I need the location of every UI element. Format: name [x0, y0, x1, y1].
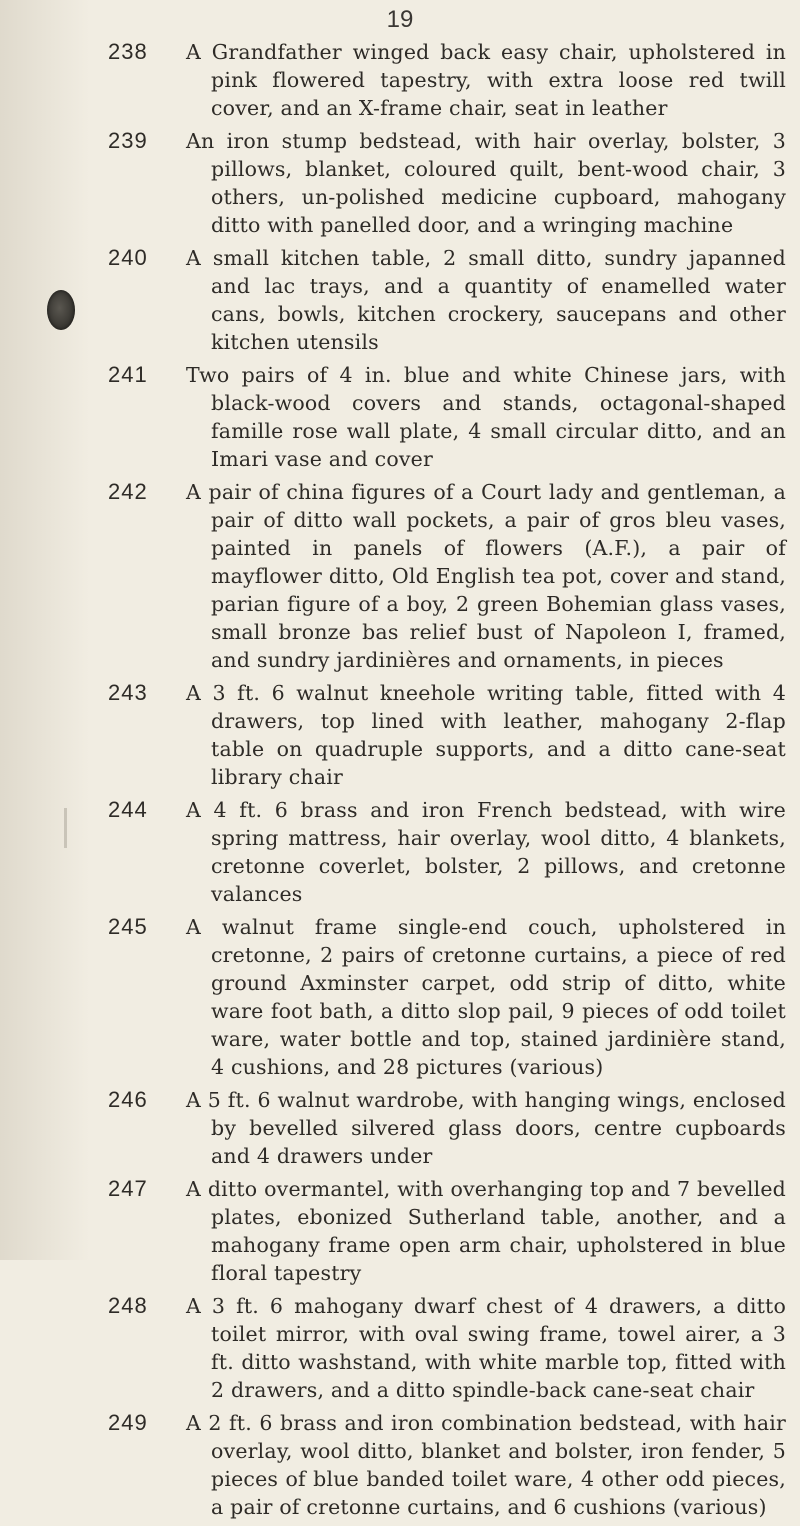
lot-entry — [0, 1292, 800, 1404]
lot-entry — [0, 679, 800, 791]
lot-number: 244 — [108, 797, 148, 822]
lot-entry — [0, 38, 800, 122]
lot-description: A 2 ft. 6 brass and iron combination bedstead, with hair overlay, wool ditto, blanket and bolster, iron fender, 5 pieces of blue banded toilet ware, 4 other odd pieces, a pair of cretonne curtains, and 6 cushions (various) — [186, 1411, 786, 1519]
lot-number: 238 — [108, 39, 148, 64]
lot-number: 247 — [108, 1176, 148, 1201]
lot-number: 241 — [108, 362, 148, 387]
lot-number: 245 — [108, 914, 148, 939]
lot-number: 246 — [108, 1087, 148, 1112]
lot-number: 249 — [108, 1410, 148, 1435]
lot-entry — [0, 1409, 800, 1521]
lot-description: An iron stump bedstead, with hair overlay, bolster, 3 pillows, blanket, coloured quilt, bent-wood chair, 3 others, un-polished medicine cupboard, mahogany ditto with panelled door, and a wringing machine — [186, 129, 786, 237]
lot-entry — [0, 478, 800, 674]
lot-entry — [0, 361, 800, 473]
lot-entry — [0, 796, 800, 908]
lot-description: A 5 ft. 6 walnut wardrobe, with hanging wings, enclosed by bevelled silvered glass doors, centre cupboards and 4 drawers under — [186, 1088, 786, 1168]
lot-number: 239 — [108, 128, 148, 153]
lot-number: 243 — [108, 680, 148, 705]
lot-entry — [0, 244, 800, 356]
lot-description: A Grandfather winged back easy chair, upholstered in pink flowered tapestry, with extra loose red twill cover, and an X-frame chair, seat in leather — [186, 40, 786, 120]
lot-list — [0, 38, 800, 1526]
lot-description: Two pairs of 4 in. blue and white Chinese jars, with black-wood covers and stands, octagonal-shaped famille rose wall plate, 4 small circular ditto, and an Imari vase and cover — [186, 363, 786, 471]
lot-entry — [0, 1086, 800, 1170]
lot-number: 240 — [108, 245, 148, 270]
lot-number: 248 — [108, 1293, 148, 1318]
lot-entry — [0, 127, 800, 239]
lot-description: A ditto overmantel, with overhanging top and 7 bevelled plates, ebonized Sutherland table, another, and a mahogany frame open arm chair, upholstered in blue floral tapestry — [186, 1177, 786, 1285]
page-number: 19 — [386, 6, 414, 33]
lot-number: 242 — [108, 479, 148, 504]
lot-description: A 3 ft. 6 walnut kneehole writing table, fitted with 4 drawers, top lined with leather, mahogany 2-flap table on quadruple supports, and a ditto cane-seat library chair — [186, 681, 786, 789]
lot-description: A walnut frame single-end couch, upholstered in cretonne, 2 pairs of cretonne curtains, a piece of red ground Axminster carpet, odd strip of ditto, white ware foot bath, a ditto slop pail, 9 pieces of odd toilet ware, water bottle and top, stained jardinière stand, 4 cushions, and 28 pictures (various) — [186, 915, 786, 1079]
lot-description: A small kitchen table, 2 small ditto, sundry japanned and lac trays, and a quantity of enamelled water cans, bowls, kitchen crockery, saucepans and other kitchen utensils — [186, 246, 786, 354]
lot-entry — [0, 913, 800, 1081]
lot-description: A 3 ft. 6 mahogany dwarf chest of 4 drawers, a ditto toilet mirror, with oval swing frame, towel airer, a 3 ft. ditto washstand, with white marble top, fitted with 2 drawers, and a ditto spindle-back cane-seat chair — [186, 1294, 786, 1402]
lot-description: A pair of china figures of a Court lady and gentleman, a pair of ditto wall pockets, a pair of gros bleu vases, painted in panels of flowers (A.F.), a pair of mayflower ditto, Old English tea pot, cover and stand, parian figure of a boy, 2 green Bohemian glass vases, small bronze bas relief bust of Napoleon I, framed, and sundry jardinières and ornaments, in pieces — [186, 480, 786, 672]
lot-description: A 4 ft. 6 brass and iron French bedstead, with wire spring mattress, hair overlay, wool ditto, 4 blankets, cretonne coverlet, bolster, 2 pillows, and cretonne valances — [186, 798, 786, 906]
lot-entry — [0, 1175, 800, 1287]
